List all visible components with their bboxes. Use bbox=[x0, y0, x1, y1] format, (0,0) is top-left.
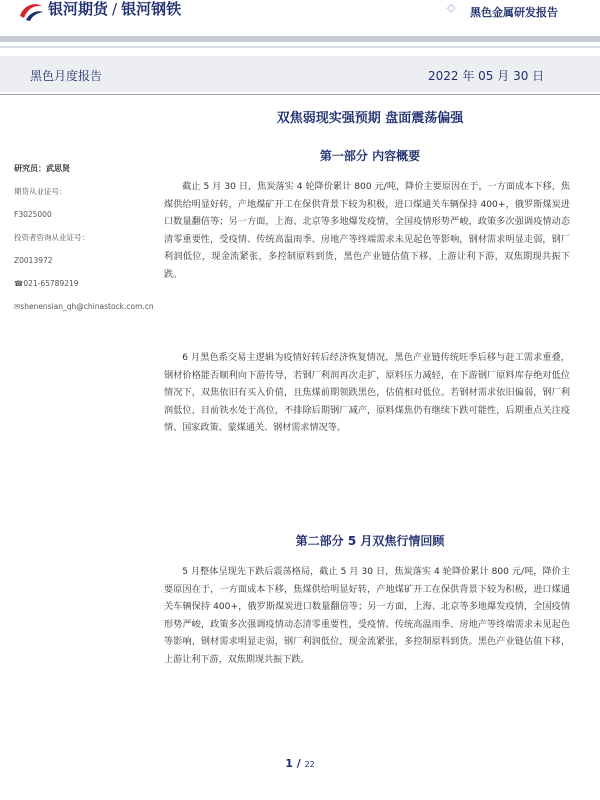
brand-primary: 银河期货 bbox=[48, 0, 109, 18]
section1-paragraph-1: 截止 5 月 30 日，焦炭落实 4 轮降价累计 800 元/吨，降价主要原因在于，一方面成本下移，焦煤供给明显好转，产地煤矿开工在保供背景下较为积极，进口煤通关车辆保持 400+，俄罗斯煤炭进口数量翻倍等；另一方面，上海、北京等多地爆发疫情，全国疫情形势严峻，政策多次强调疫情动态清零重要性，受疫情、传统高温雨季、房地产等终端需求未见起色等影响，钢材需求明显走弱，钢厂利润低位，现金流紧张，多控制原料到货，黑色产业链估值下移，上游让利下游，双焦期现共振下跌。 bbox=[164, 182, 570, 280]
brand-secondary: 银河钢铁 bbox=[121, 0, 182, 18]
section1-title: 第一部分 内容概要 bbox=[319, 149, 421, 163]
report-date: 2022 年 05 月 30 日 bbox=[428, 69, 545, 83]
analyst-email: ✉shenensian_qh@chinastock.com.cn bbox=[14, 302, 154, 311]
section2-title: 第二部分 5 月双焦行情回顾 bbox=[295, 534, 445, 548]
brand-separator: / bbox=[112, 0, 118, 18]
brand-name bbox=[48, 0, 181, 19]
total-pages: 22 bbox=[304, 760, 315, 769]
page-number bbox=[0, 757, 600, 770]
analyst-sidebar bbox=[14, 164, 164, 325]
analyst-phone: ☎021-65789219 bbox=[14, 279, 79, 288]
subheader-divider bbox=[0, 94, 600, 95]
futures-cert-label: 期货从业证号： bbox=[14, 187, 67, 196]
current-page: 1 bbox=[285, 757, 293, 770]
monthly-report-label: 黑色月度报告 bbox=[30, 69, 103, 83]
futures-cert-number: F3025000 bbox=[14, 210, 52, 219]
section1-paragraph-2: 6 月黑色系交易主逻辑为疫情好转后经济恢复情况，黑色产业链传统旺季后移与赶工需求重叠，钢材价格能否顺利向下游传导，若钢厂利润再次走扩，原料压力减轻，在下游钢厂原料库存绝对低位情况下，双焦依旧有买入价值，且焦煤前期领跌黑色，估值相对低位。若钢材需求依旧偏弱，钢厂利润低位，目前铁水处于高位，不排除后期钢厂减产，原料煤焦仍有继续下跌可能性，后期重点关注疫情、国家政策、蒙煤通关、钢材需求情况等。 bbox=[164, 353, 570, 433]
section2-paragraph-1: 5 月整体呈现先下跌后震荡格局，截止 5 月 30 日，焦炭落实 4 轮降价累计 800 元/吨，降价主要原因在于，一方面成本下移，焦煤供给明显好转，产地煤矿开工在保供背景下较为积极，进口煤通关车辆保持 400+，俄罗斯煤炭进口数量翻倍等；另一方面，上海、北京等多地爆发疫情，全国疫情形势严峻，政策多次强调疫情动态清零重要性，受疫情、传统高温雨季、房地产等终端需求未见起色等影响，钢材需求明显走弱，钢厂利润低位，现金流紧张，多控制原料到货。黑色产业链估值下移，上游让利下游，双焦期现共振下跌。 bbox=[164, 567, 570, 665]
header-divider bbox=[0, 36, 600, 42]
page-separator: / bbox=[292, 757, 305, 770]
galaxy-logo-icon bbox=[18, 0, 44, 22]
header-divider-thin bbox=[0, 46, 600, 48]
report-type: 黑色金属研发报告 bbox=[470, 6, 558, 19]
diamond-icon: ◇ bbox=[447, 1, 456, 14]
consult-cert-number: Z0013972 bbox=[14, 256, 53, 265]
report-title: 双焦弱现实强预期 盘面震荡偏强 bbox=[276, 111, 464, 126]
consult-cert-label: 投资者咨询从业证号： bbox=[14, 233, 89, 242]
analyst-name: 研究员：武思贤 bbox=[14, 164, 70, 173]
